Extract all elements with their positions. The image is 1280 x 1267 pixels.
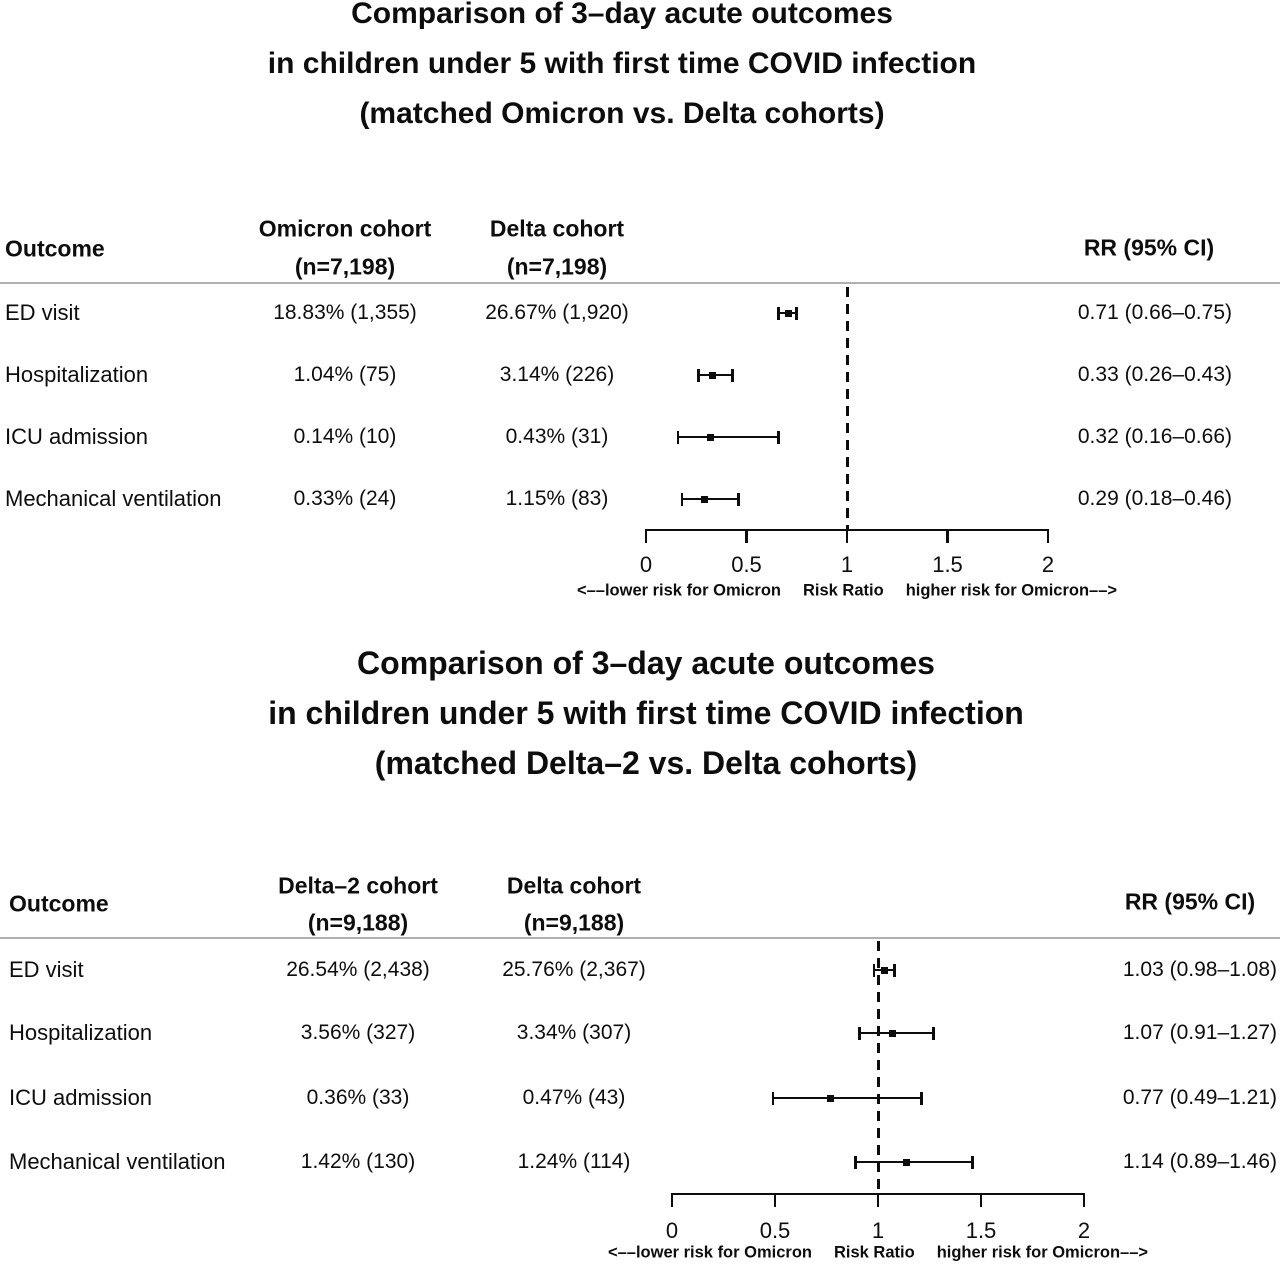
axis-caption-left: <––lower risk for Omicron <box>607 1243 812 1262</box>
ci-bar <box>779 312 797 315</box>
figure-title <box>0 0 1262 139</box>
axis-tick <box>645 530 647 543</box>
group2-value: 1.24% (114) <box>517 1150 631 1173</box>
ci-cap-right <box>920 1092 923 1105</box>
ci-cap-right <box>731 369 734 382</box>
ci-bar <box>773 1097 921 1100</box>
group2-value: 3.14% (226) <box>499 363 615 386</box>
ci-bar <box>859 1032 933 1035</box>
group2-value: 0.47% (43) <box>522 1086 626 1109</box>
axis-tick <box>846 530 848 543</box>
ci-cap-right <box>893 964 896 977</box>
column-header-group2-name: Delta cohort <box>506 872 642 899</box>
axis-caption <box>608 1244 1148 1263</box>
ci-bar <box>682 498 738 501</box>
axis-tick-label: 2 <box>1077 1218 1091 1243</box>
axis-tick-label: 1 <box>871 1218 885 1243</box>
group2-value: 0.43% (31) <box>505 425 609 448</box>
point-estimate <box>707 434 714 441</box>
axis-caption-left: <––lower risk for Omicron <box>576 581 781 600</box>
axis-caption-center: Risk Ratio <box>834 1243 915 1262</box>
outcome-label: Mechanical ventilation <box>9 1149 226 1174</box>
column-header-group2-n: (n=7,198) <box>506 253 608 280</box>
reference-line <box>846 287 849 530</box>
title-line: Comparison of 3–day acute outcomes <box>357 645 935 681</box>
title-line: (matched Omicron vs. Delta cohorts) <box>359 97 885 130</box>
column-header-group2-n: (n=9,188) <box>523 909 625 936</box>
axis-line <box>645 529 1049 531</box>
point-estimate <box>889 1030 896 1037</box>
outcome-label: Mechanical ventilation <box>5 486 222 511</box>
axis-tick <box>946 530 948 543</box>
group2-value: 3.34% (307) <box>516 1021 632 1044</box>
axis-tick-label: 0.5 <box>731 552 762 577</box>
rr-ci-value: 0.77 (0.49–1.21) <box>1122 1086 1277 1109</box>
column-header-outcome: Outcome <box>5 235 105 262</box>
title-line: in children under 5 with first time COVID infection <box>268 695 1024 731</box>
outcome-label: ED visit <box>9 957 84 982</box>
outcome-label: ICU admission <box>5 424 149 449</box>
group1-value: 26.54% (2,438) <box>286 958 430 981</box>
column-header-group1-name: Omicron cohort <box>258 215 432 242</box>
axis-tick-label: 0 <box>665 1218 679 1243</box>
ci-cap-right <box>932 1027 935 1040</box>
point-estimate <box>903 1159 910 1166</box>
axis-caption <box>577 582 1117 601</box>
ci-cap-left <box>681 493 684 506</box>
rr-ci-value: 1.03 (0.98–1.08) <box>1122 958 1277 981</box>
ci-bar <box>855 1161 972 1164</box>
ci-bar <box>698 374 732 377</box>
title-line: in children under 5 with first time COVID infection <box>267 47 977 80</box>
axis-caption-center: Risk Ratio <box>803 581 884 600</box>
axis-tick-label: 1 <box>840 552 854 577</box>
header-rule <box>0 282 1280 284</box>
ci-cap-left <box>697 369 700 382</box>
title-line: (matched Delta–2 vs. Delta cohorts) <box>374 745 918 781</box>
axis-tick <box>980 1194 982 1207</box>
group1-value: 1.04% (75) <box>293 363 397 386</box>
axis-tick <box>671 1194 673 1207</box>
group1-value: 18.83% (1,355) <box>273 301 417 324</box>
point-estimate <box>785 310 792 317</box>
point-estimate <box>701 496 708 503</box>
group1-value: 0.33% (24) <box>293 487 397 510</box>
header-rule <box>0 937 1280 939</box>
column-header-group2-name: Delta cohort <box>489 215 625 242</box>
axis-tick-label: 1.5 <box>932 552 963 577</box>
point-estimate <box>827 1095 834 1102</box>
axis-tick <box>745 530 747 543</box>
figure-title <box>6 638 1280 788</box>
ci-cap-left <box>677 431 680 444</box>
axis-tick <box>1047 530 1049 543</box>
ci-cap-right <box>795 307 798 320</box>
rr-ci-value: 1.14 (0.89–1.46) <box>1122 1150 1277 1173</box>
outcome-label: Hospitalization <box>9 1020 153 1045</box>
group1-value: 0.14% (10) <box>293 425 397 448</box>
point-estimate <box>881 967 888 974</box>
axis-line <box>671 1193 1085 1195</box>
column-header-group1-n: (n=9,188) <box>307 909 409 936</box>
column-header-rr: RR (95% CI) <box>1124 888 1256 915</box>
column-header-outcome: Outcome <box>9 890 109 917</box>
group1-value: 0.36% (33) <box>306 1086 410 1109</box>
axis-tick-label: 0 <box>639 552 653 577</box>
axis-tick <box>877 1194 879 1207</box>
ci-cap-left <box>873 964 876 977</box>
axis-tick <box>774 1194 776 1207</box>
rr-ci-value: 0.71 (0.66–0.75) <box>1077 301 1232 324</box>
rr-ci-value: 0.33 (0.26–0.43) <box>1077 363 1232 386</box>
group1-value: 1.42% (130) <box>300 1150 416 1173</box>
ci-cap-left <box>858 1027 861 1040</box>
group2-value: 26.67% (1,920) <box>485 301 629 324</box>
reference-line <box>877 941 880 1194</box>
column-header-group1-name: Delta–2 cohort <box>278 872 438 899</box>
axis-caption-right: higher risk for Omicron––> <box>936 1243 1149 1262</box>
ci-cap-right <box>777 431 780 444</box>
group1-value: 3.56% (327) <box>300 1021 416 1044</box>
column-header-group1-n: (n=7,198) <box>294 253 396 280</box>
ci-cap-left <box>777 307 780 320</box>
outcome-label: ICU admission <box>9 1085 153 1110</box>
outcome-label: ED visit <box>5 300 80 325</box>
outcome-label: Hospitalization <box>5 362 149 387</box>
ci-cap-right <box>971 1156 974 1169</box>
axis-tick-label: 1.5 <box>965 1218 997 1243</box>
ci-bar <box>678 436 779 439</box>
axis-tick-label: 0.5 <box>759 1218 791 1243</box>
ci-cap-left <box>854 1156 857 1169</box>
axis-tick-label: 2 <box>1041 552 1055 577</box>
axis-tick <box>1083 1194 1085 1207</box>
group2-value: 1.15% (83) <box>505 487 609 510</box>
column-header-rr: RR (95% CI) <box>1083 234 1215 261</box>
ci-bar <box>874 969 895 972</box>
group2-value: 25.76% (2,367) <box>502 958 646 981</box>
rr-ci-value: 0.29 (0.18–0.46) <box>1077 487 1232 510</box>
point-estimate <box>709 372 716 379</box>
rr-ci-value: 0.32 (0.16–0.66) <box>1077 425 1232 448</box>
title-line: Comparison of 3–day acute outcomes <box>351 0 893 30</box>
ci-cap-right <box>737 493 740 506</box>
axis-caption-right: higher risk for Omicron––> <box>905 581 1118 600</box>
rr-ci-value: 1.07 (0.91–1.27) <box>1122 1021 1277 1044</box>
ci-cap-left <box>772 1092 775 1105</box>
